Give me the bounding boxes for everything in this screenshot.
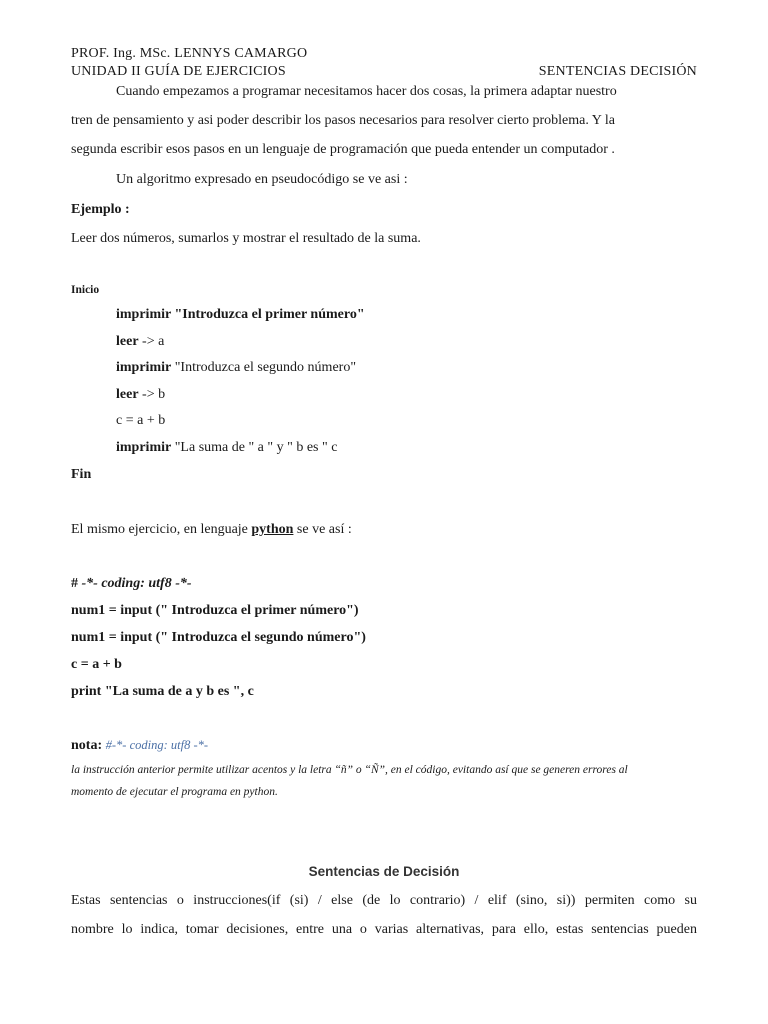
pseudocode-text: -> b: [138, 387, 166, 402]
note-code: #-*- coding: utf8 -*-: [105, 738, 209, 752]
python-intro-after: se ve así :: [293, 522, 352, 537]
intro-line-4: Un algoritmo expresado en pseudocódigo se ve asi :: [116, 172, 408, 187]
python-line-5: print "La suma de a y b es ", c: [71, 684, 254, 699]
intro-line-2: tren de pensamiento y asi poder describir los pasos necesarios para resolver cierto problema. Y la: [71, 113, 615, 128]
pseudocode-keyword: leer: [116, 387, 139, 402]
python-intro-before: El mismo ejercicio, en lenguaje: [71, 522, 252, 537]
pseudocode-end: Fin: [71, 467, 92, 482]
note-text-line-1: la instrucción anterior permite utilizar acentos y la letra “ñ” o “Ñ”, en el código, evitando así que se generen errores al: [71, 764, 628, 776]
python-line-1: [71, 576, 192, 592]
pseudocode-text: "Introduzca el segundo número": [171, 360, 357, 375]
pseudocode-text: -> a: [138, 334, 165, 349]
note-label: nota:: [71, 738, 106, 753]
python-intro: [71, 522, 352, 538]
python-coding-comment: -*- coding: utf8 -*-: [81, 576, 192, 591]
python-line-4: c = a + b: [71, 657, 122, 672]
pseudocode-keyword: leer: [116, 334, 139, 349]
note-line: [71, 738, 208, 754]
pseudocode-line-6: [116, 440, 337, 456]
python-line-2: num1 = input (" Introduzca el primer número"): [71, 603, 359, 618]
pseudocode-line-5: c = a + b: [116, 413, 166, 428]
pseudocode-line-1: [116, 307, 365, 323]
python-line-3: num1 = input (" Introduzca el segundo número"): [71, 630, 366, 645]
note-text-line-2: momento de ejecutar el programa en python.: [71, 786, 278, 798]
pseudocode-text: "La suma de " a " y " b es " c: [171, 440, 338, 455]
pseudocode-keyword: imprimir: [116, 360, 172, 375]
pseudocode-start: Inicio: [71, 284, 100, 296]
pseudocode-text: "Introduzca el primer número": [170, 307, 365, 322]
header-unit: UNIDAD II GUÍA DE EJERCICIOS: [71, 64, 286, 79]
section-line-2: nombre lo indica, tomar decisiones, entre una o varias alternativas, para ello, estas sentencias pueden: [71, 922, 697, 937]
intro-line-1: Cuando empezamos a programar necesitamos hacer dos cosas, la primera adaptar nuestro: [116, 84, 617, 99]
pseudocode-keyword: imprimir: [116, 307, 171, 322]
example-description: Leer dos números, sumarlos y mostrar el resultado de la suma.: [71, 231, 421, 246]
pseudocode-line-4: [116, 387, 165, 403]
pseudocode-line-2: [116, 334, 164, 350]
pseudocode-line-3: [116, 360, 356, 376]
python-comment-hash: #: [71, 576, 82, 591]
pseudocode-keyword: imprimir: [116, 440, 172, 455]
intro-line-3: segunda escribir esos pasos en un lenguaje de programación que pueda entender un computador .: [71, 142, 615, 157]
header-topic: SENTENCIAS DECISIÓN: [538, 64, 697, 79]
section-line-1: Estas sentencias o instrucciones(if (si) / else (de lo contrario) / elif (sino, si)) permiten como su: [71, 893, 697, 908]
python-keyword: python: [251, 522, 294, 537]
section-title: Sentencias de Decisión: [308, 864, 460, 879]
header-author: PROF. Ing. MSc. LENNYS CAMARGO: [71, 46, 308, 61]
example-heading: Ejemplo :: [71, 202, 130, 217]
